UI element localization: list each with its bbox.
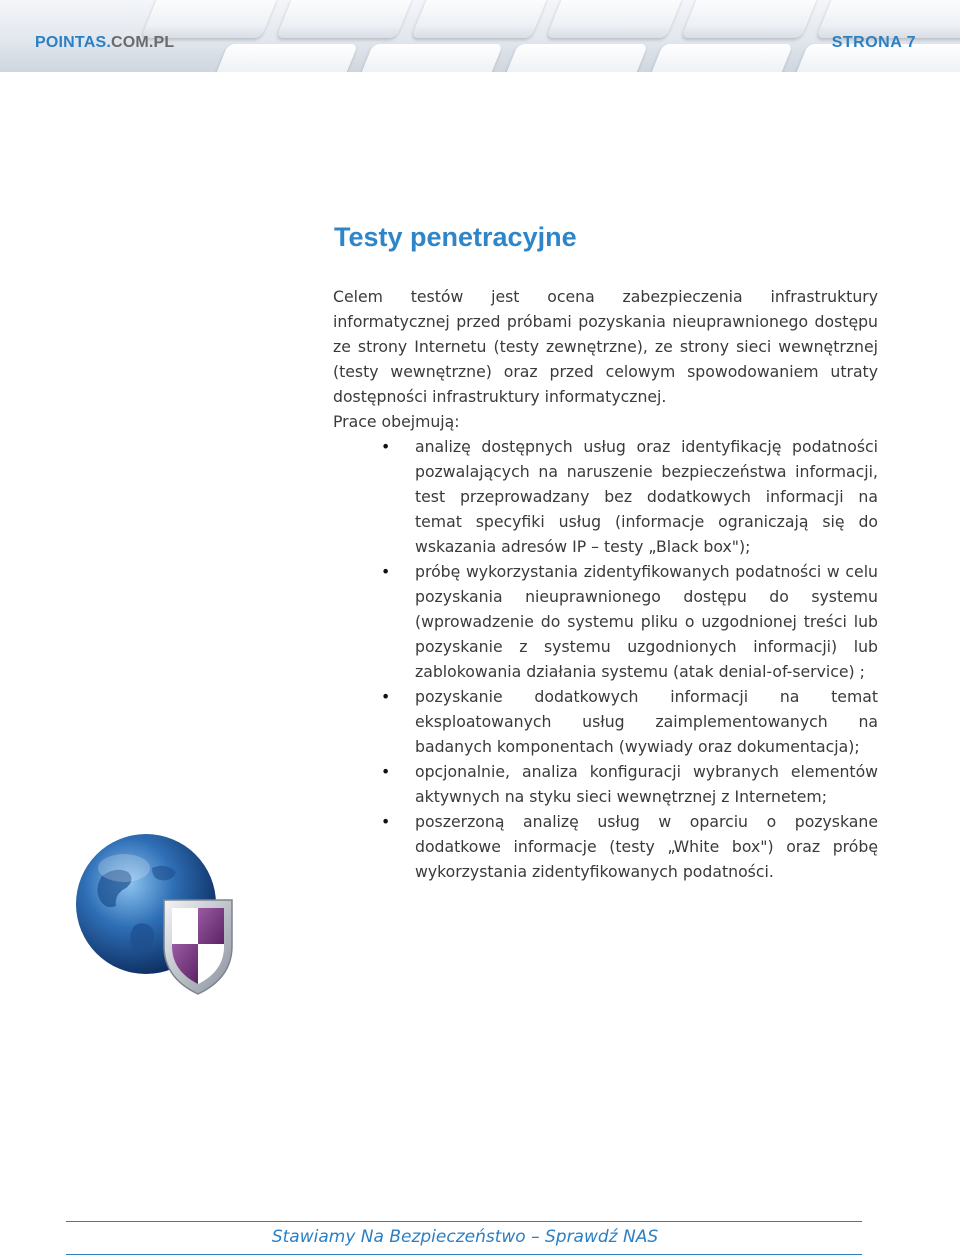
list-lead: Prace obejmują: bbox=[333, 412, 460, 431]
list-item: • opcjonalnie, analiza konfiguracji wybranych elementów aktywnych na styku sieci wewnętrznej z Internetem; bbox=[333, 759, 878, 809]
brand-name: POINTAS. bbox=[35, 34, 111, 51]
keyboard-key-image bbox=[647, 44, 793, 72]
section-body bbox=[333, 284, 878, 884]
page-number: STRONA 7 bbox=[831, 34, 916, 51]
keyboard-key-image bbox=[141, 0, 279, 38]
keyboard-key-image bbox=[546, 0, 684, 38]
footer-tagline: Stawiamy Na Bezpieczeństwo – Sprawdź NAS bbox=[271, 1227, 659, 1247]
list-item: • analizę dostępnych usług oraz identyfikację podatności pozwalających na naruszenie bezpieczeństwa informacji, test przeprowadzany bez dodatkowych informacji na temat specyfiki usług (informacje ograniczają się do wskazania adresów IP – testy „Black box"); bbox=[333, 434, 878, 559]
list-item: • próbę wykorzystania zidentyfikowanych podatności w celu pozyskania nieuprawnionego dostępu do systemu (wprowadzenie do systemu pliku o uzgodnionej treści lub pozyskanie z systemu uzgodnionych informacji) lub zablokowania działania systemu (atak denial-of-service) ; bbox=[333, 559, 878, 684]
keyboard-key-image bbox=[212, 44, 358, 72]
list-item: • poszerzoną analizę usług w oparciu o pozyskane dodatkowe informacje (testy „White box") oraz próbę wykorzystania zidentyfikowanych podatności. bbox=[333, 809, 878, 884]
globe-shield-icon bbox=[72, 828, 242, 998]
section-title: Testy penetracyjne bbox=[334, 222, 577, 252]
brand-tld: COM.PL bbox=[110, 34, 175, 51]
keyboard-key-image bbox=[276, 0, 414, 38]
footer-divider bbox=[66, 1254, 862, 1255]
header-banner bbox=[0, 0, 960, 72]
keyboard-key-image bbox=[816, 0, 960, 38]
keyboard-key-image bbox=[411, 0, 549, 38]
keyboard-key-image bbox=[681, 0, 819, 38]
keyboard-key-image bbox=[502, 44, 648, 72]
brand-logo bbox=[35, 34, 174, 52]
intro-paragraph: Celem testów jest ocena zabezpieczenia infrastruktury informatycznej przed próbami pozyskania nieuprawnionego dostępu ze strony Internetu (testy zewnętrzne), ze strony sieci wewnętrznej (testy wewnętrzne) oraz przed celowym spowodowaniem utraty dostępności infrastruktury informatycznej. bbox=[333, 287, 878, 406]
work-scope-list bbox=[333, 434, 878, 884]
list-item: • pozyskanie dodatkowych informacji na temat eksploatowanych usług zaimplementowanych na badanych komponentach (wywiady oraz dokumentacja); bbox=[333, 684, 878, 759]
footer-divider bbox=[66, 1221, 862, 1222]
keyboard-key-image bbox=[357, 44, 503, 72]
